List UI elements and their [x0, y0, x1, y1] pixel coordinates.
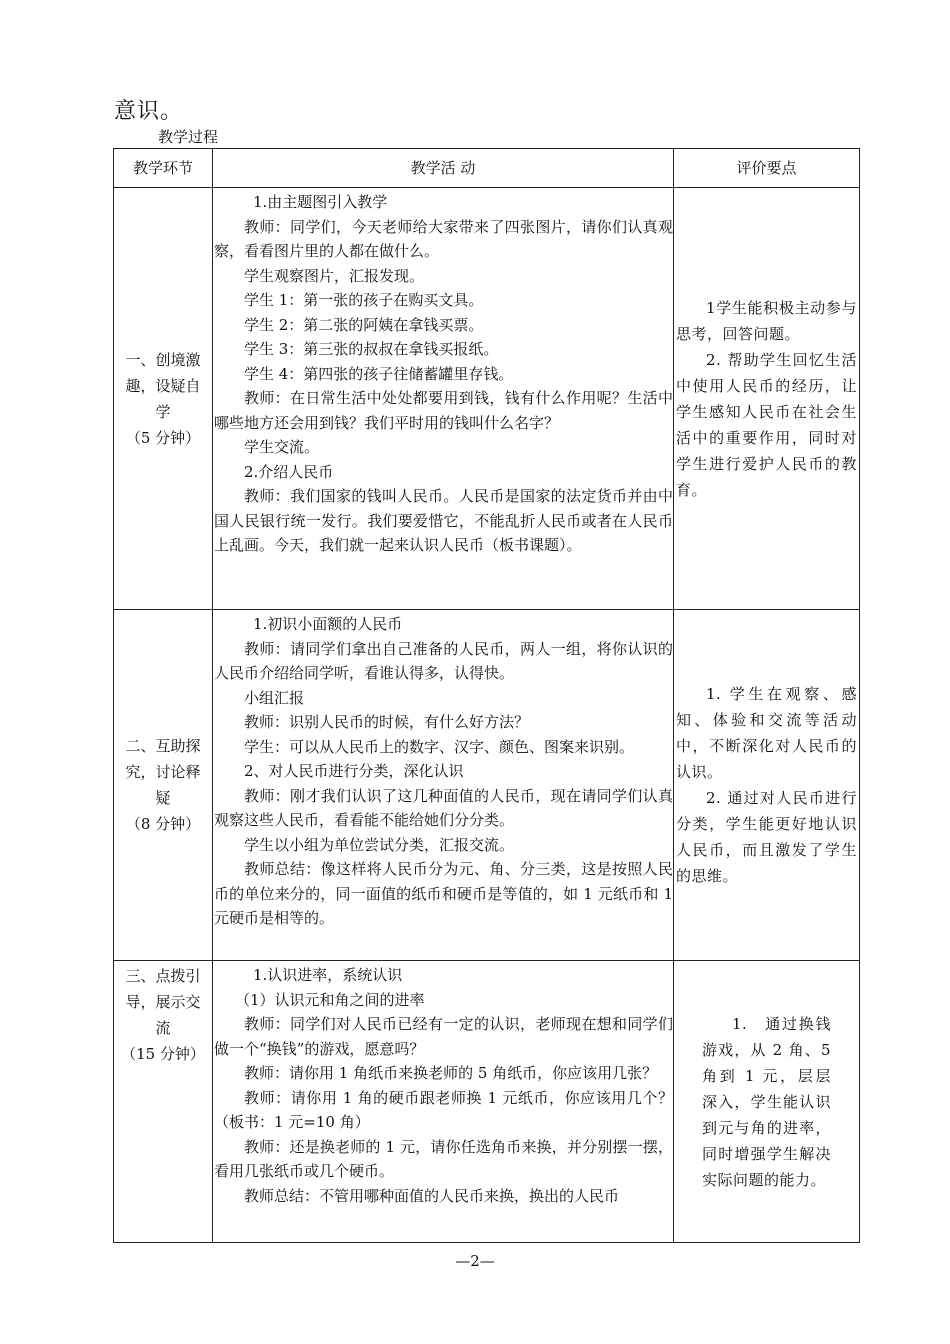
- activity-paragraph: 教师：识别人民币的时候，有什么好方法？: [244, 713, 530, 731]
- stage-line: 究，讨论释: [125, 763, 201, 781]
- activity-paragraph: 学生交流。: [244, 438, 320, 456]
- activity-paragraph: 教师：刚才我们认识了这几种面值的人民币，现在请同学们认真观察这些人民币，看看能不能给她们分分类。: [214, 786, 673, 829]
- activity-heading: 1.初识小面额的人民币: [253, 615, 403, 633]
- activity-paragraph: 学生 3：第三张的叔叔在拿钱买报纸。: [244, 340, 499, 358]
- evaluation-point: 2. 帮助学生回忆生活中使用人民币的经历，让学生感知人民币在社会生活中的重要作用，同时对学生进行爱护人民币的教育。: [676, 350, 857, 499]
- activity-paragraph: 学生观察图片，汇报发现。: [244, 266, 425, 285]
- activity-heading: 1.由主题图引入教学: [253, 193, 388, 211]
- lead-text: 意识。: [114, 99, 184, 124]
- table-header-row: [114, 149, 860, 188]
- activity-cell: [213, 961, 674, 1243]
- stage-duration: （5 分钟）: [125, 428, 201, 447]
- evaluation-point: 1. 学生在观察、感知、体验和交流等活动中，不断深化对人民币的认识。: [676, 685, 857, 781]
- stage-duration: （8 分钟）: [125, 815, 201, 833]
- stage-cell: [114, 610, 213, 961]
- activity-paragraph: 学生以小组为单位尝试分类，汇报交流。: [244, 835, 515, 854]
- activity-paragraph: 教师：我们国家的钱叫人民币。人民币是国家的法定货币并由中国人民银行统一发行。我们要爱惜它，不能乱折人民币或者在人民币上乱画。今天，我们就一起来认识人民币（板书课题）。: [214, 487, 673, 554]
- activity-paragraph: 小组汇报: [244, 688, 305, 707]
- table-row: [114, 188, 860, 610]
- stage-line: 流: [155, 1019, 171, 1037]
- stage-cell: [114, 961, 213, 1243]
- table-row: [114, 961, 860, 1243]
- header-evaluation: 评价要点: [674, 149, 860, 188]
- evaluation-cell: [674, 610, 860, 961]
- table-row: [114, 610, 860, 961]
- evaluation-cell: [674, 961, 860, 1243]
- activity-paragraph: 教师：请你用 1 角的硬币跟老师换 1 元纸币，你应该用几个？（板书：1 元=10 角）: [214, 1088, 673, 1131]
- activity-paragraph: 学生 4：第四张的孩子往储蓄罐里存钱。: [244, 364, 514, 383]
- activity-cell: [213, 610, 674, 961]
- lesson-process-table: [113, 148, 860, 1243]
- activity-subheading: （1）认识元和角之间的进率: [235, 990, 425, 1009]
- page-number: —2—: [455, 1252, 495, 1270]
- stage-cell: [114, 188, 213, 610]
- stage-line: 三、点拨引: [125, 967, 201, 985]
- evaluation-point: 2. 通过对人民币进行分类，学生能更好地认识人民币，而且激发了学生的思维。: [676, 789, 857, 885]
- activity-paragraph: 教师总结：像这样将人民币分为元、角、分三类，这是按照人民币的单位来分的，同一面值的纸币和硬币是等值的，如 1 元纸币和 1 元硬币是相等的。: [214, 860, 673, 927]
- activity-paragraph: 教师：请同学们拿出自己准备的人民币，两人一组，将你认识的人民币介绍给同学听，看谁认得多，认得快。: [214, 639, 673, 682]
- activity-paragraph: 教师：还是换老师的 1 元，请你任选角币来换，并分别摆一摆，看用几张纸币或几个硬币。: [214, 1137, 673, 1180]
- activity-paragraph: 教师总结：不管用哪种面值的人民币来换，换出的人民币: [244, 1186, 620, 1205]
- evaluation-cell: [674, 188, 860, 610]
- activity-heading: 1.认识进率，系统认识: [253, 966, 403, 984]
- activity-paragraph: 教师：同学们，今天老师给大家带来了四张图片，请你们认真观察，看看图片里的人都在做什么。: [214, 217, 673, 260]
- activity-paragraph: 学生 1：第一张的孩子在购买文具。: [244, 291, 484, 309]
- activity-heading: 2.介绍人民币: [244, 462, 334, 481]
- evaluation-point: 1. 通过换钱游戏，从 2 角、5 角到 1 元，层层深入，学生能认识到元与角的进率，同时增强学生解决实际问题的能力。: [702, 1014, 831, 1189]
- activity-paragraph: 教师：同学们对人民币已经有一定的认识，老师现在想和同学们做一个“换钱”的游戏，愿意吗？: [214, 1015, 673, 1058]
- activity-cell: [213, 188, 674, 610]
- activity-paragraph: 学生 2：第二张的阿姨在拿钱买票。: [244, 315, 484, 334]
- stage-line: 导，展示交: [125, 993, 201, 1011]
- header-activity: 教学活 动: [213, 149, 674, 188]
- stage-line: 疑: [155, 789, 171, 807]
- activity-paragraph: 学生：可以从人民币上的数字、汉字、颜色、图案来识别。: [244, 737, 635, 756]
- stage-line: 学: [155, 402, 171, 421]
- stage-duration: （15 分钟）: [121, 1045, 205, 1063]
- stage-line: 二、互助探: [125, 737, 201, 755]
- table-caption: 教学过程: [158, 128, 219, 146]
- activity-heading: 2、对人民币进行分类，深化认识: [244, 762, 464, 780]
- stage-line: 趣，设疑自: [125, 376, 201, 395]
- stage-line: 一、创境激: [125, 350, 201, 369]
- activity-paragraph: 教师：在日常生活中处处都要用到钱，钱有什么作用呢？生活中哪些地方还会用到钱？我们平时用的钱叫什么名字？: [214, 389, 673, 432]
- header-stage: 教学环节: [114, 149, 213, 188]
- activity-paragraph: 教师：请你用 1 角纸币来换老师的 5 角纸币，你应该用几张？: [244, 1064, 658, 1082]
- evaluation-point: 1学生能积极主动参与思考，回答问题。: [676, 298, 857, 343]
